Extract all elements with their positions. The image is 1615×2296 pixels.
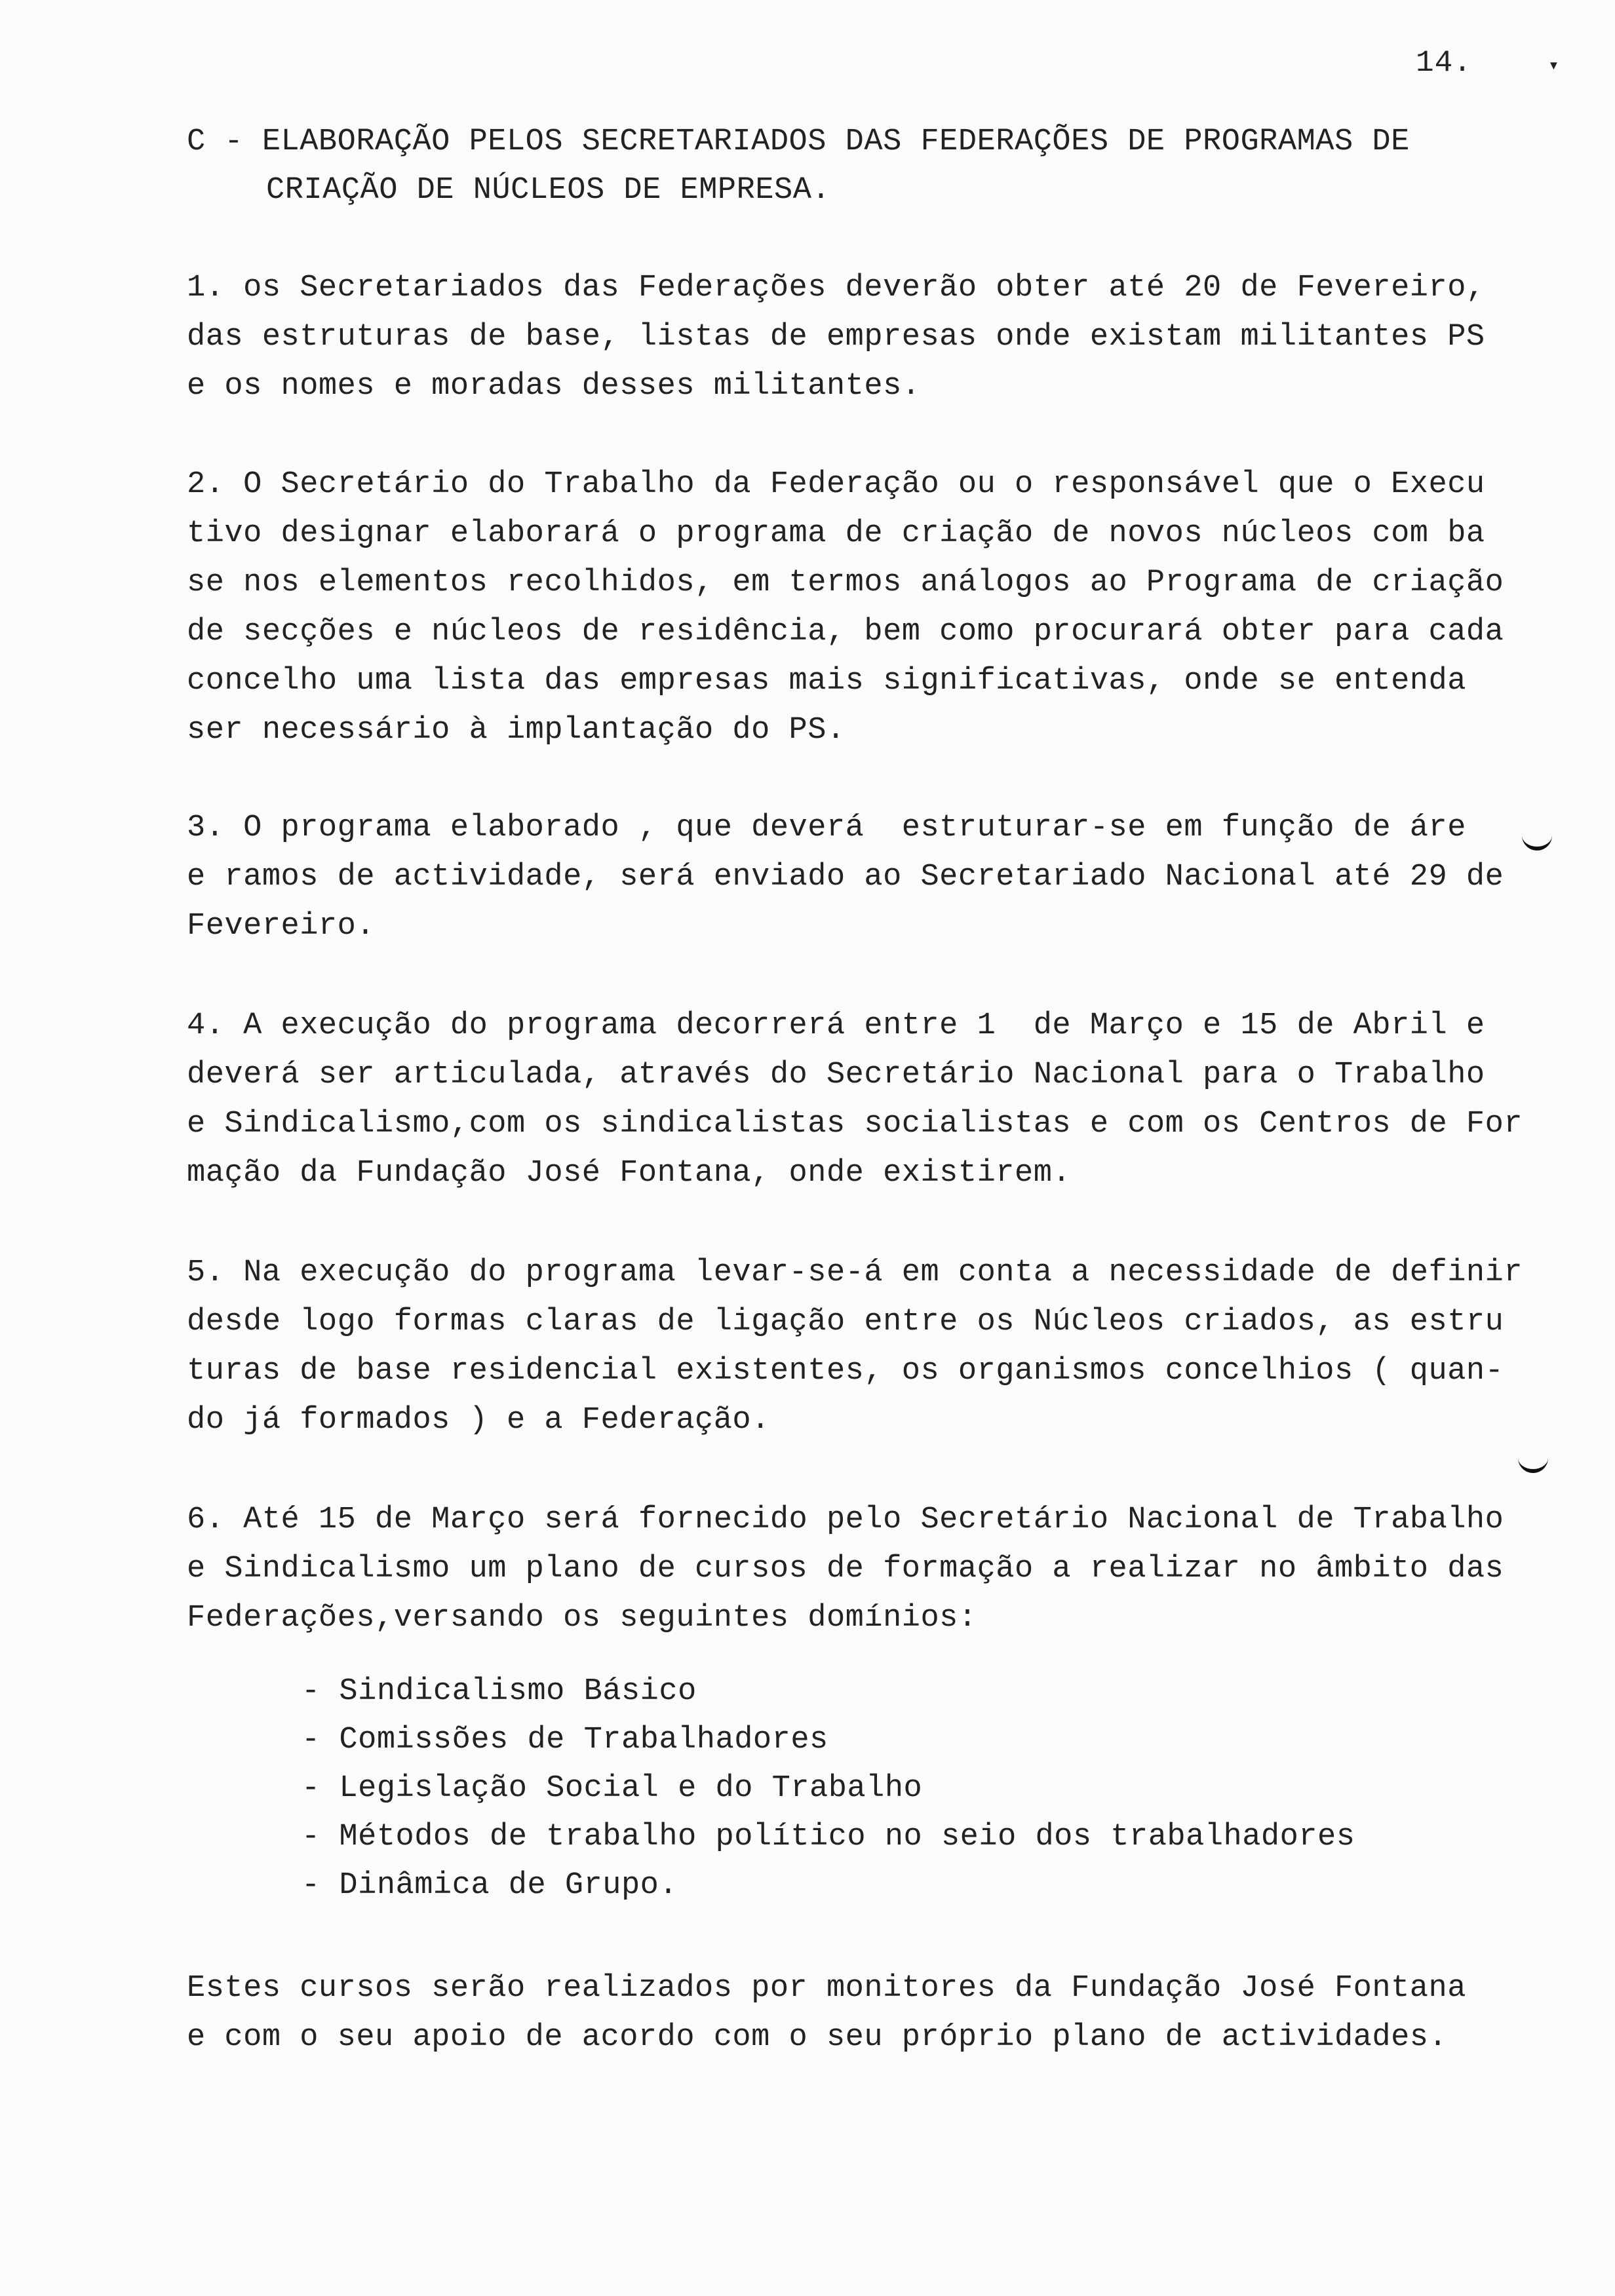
paragraph-line: de secções e núcleos de residência, bem como procurará obter para cada	[187, 615, 1504, 649]
paragraph-line: concelho uma lista das empresas mais significativas, onde se entenda	[187, 664, 1466, 698]
paragraph-line: deverá ser articulada, através do Secretário Nacional para o Trabalho	[187, 1058, 1485, 1092]
paragraph-line: 6. Até 15 de Março será fornecido pelo Secretário Nacional de Trabalho	[187, 1502, 1504, 1537]
list-item: - Métodos de trabalho político no seio dos trabalhadores	[302, 1820, 1355, 1854]
closing-paragraph	[187, 1964, 1570, 2062]
paragraph-2	[187, 460, 1570, 755]
paragraph-line: 5. Na execução do programa levar-se-á em conta a necessidade de definir	[187, 1255, 1523, 1290]
paragraph-line: e os nomes e moradas desses militantes.	[187, 369, 921, 404]
paragraph-line: turas de base residencial existentes, os organismos concelhios ( quan-	[187, 1354, 1504, 1388]
paragraph-line: e ramos de actividade, será enviado ao Secretariado Nacional até 29 de	[187, 860, 1504, 894]
paragraph-line: 3. O programa elaborado , que deverá estruturar-se em função de áre	[187, 811, 1466, 845]
paragraph-5	[187, 1248, 1570, 1445]
paragraph-line: do já formados ) e a Federação.	[187, 1403, 770, 1438]
paragraph-line: tivo designar elaborará o programa de criação de novos núcleos com ba	[187, 516, 1485, 551]
paragraph-1	[187, 263, 1570, 411]
paragraph-line: ser necessário à implantação do PS.	[187, 713, 846, 748]
paragraph-line: e com o seu apoio de acordo com o seu próprio plano de actividades.	[187, 2020, 1448, 2055]
paragraph-line: desde logo formas claras de ligação entre os Núcleos criados, as estru	[187, 1305, 1504, 1339]
section-heading	[187, 118, 1563, 215]
training-domains-list	[302, 1668, 1355, 1910]
paragraph-line: se nos elementos recolhidos, em termos análogos ao Programa de criação	[187, 565, 1504, 600]
list-item: - Comissões de Trabalhadores	[302, 1723, 828, 1757]
margin-tick-mark: ▾	[1548, 56, 1559, 77]
paragraph-line: Fevereiro.	[187, 909, 376, 944]
paragraph-line: e Sindicalismo um plano de cursos de formação a realizar no âmbito das	[187, 1552, 1504, 1586]
paragraph-line: 2. O Secretário do Trabalho da Federação ou o responsável que o Execu	[187, 467, 1485, 502]
paragraph-line: e Sindicalismo,com os sindicalistas socialistas e com os Centros de For	[187, 1107, 1523, 1141]
section-heading-line-2: CRIAÇÃO DE NÚCLEOS DE EMPRESA.	[266, 173, 831, 208]
paragraph-4	[187, 1001, 1570, 1198]
paragraph-line: 4. A execução do programa decorrerá entre 1 de Março e 15 de Abril e	[187, 1008, 1485, 1043]
paragraph-line: Estes cursos serão realizados por monitores da Fundação José Fontana	[187, 1971, 1466, 2006]
paragraph-6	[187, 1495, 1570, 1643]
paragraph-line: Federações,versando os seguintes domínios:	[187, 1601, 977, 1636]
section-heading-line-1: C - ELABORAÇÃO PELOS SECRETARIADOS DAS FEDERAÇÕES DE PROGRAMAS DE	[187, 124, 1410, 159]
list-item: - Dinâmica de Grupo.	[302, 1868, 678, 1903]
list-item: - Legislação Social e do Trabalho	[302, 1771, 923, 1806]
page-number: 14.	[1416, 46, 1472, 80]
paragraph-line: 1. os Secretariados das Federações deverão obter até 20 de Fevereiro,	[187, 271, 1485, 305]
paragraph-3	[187, 803, 1570, 951]
list-item: - Sindicalismo Básico	[302, 1674, 697, 1709]
handwritten-tick-mark	[1518, 1453, 1548, 1473]
paragraph-line: mação da Fundação José Fontana, onde existirem.	[187, 1156, 1072, 1191]
paragraph-line: das estruturas de base, listas de empresas onde existam militantes PS	[187, 320, 1485, 354]
